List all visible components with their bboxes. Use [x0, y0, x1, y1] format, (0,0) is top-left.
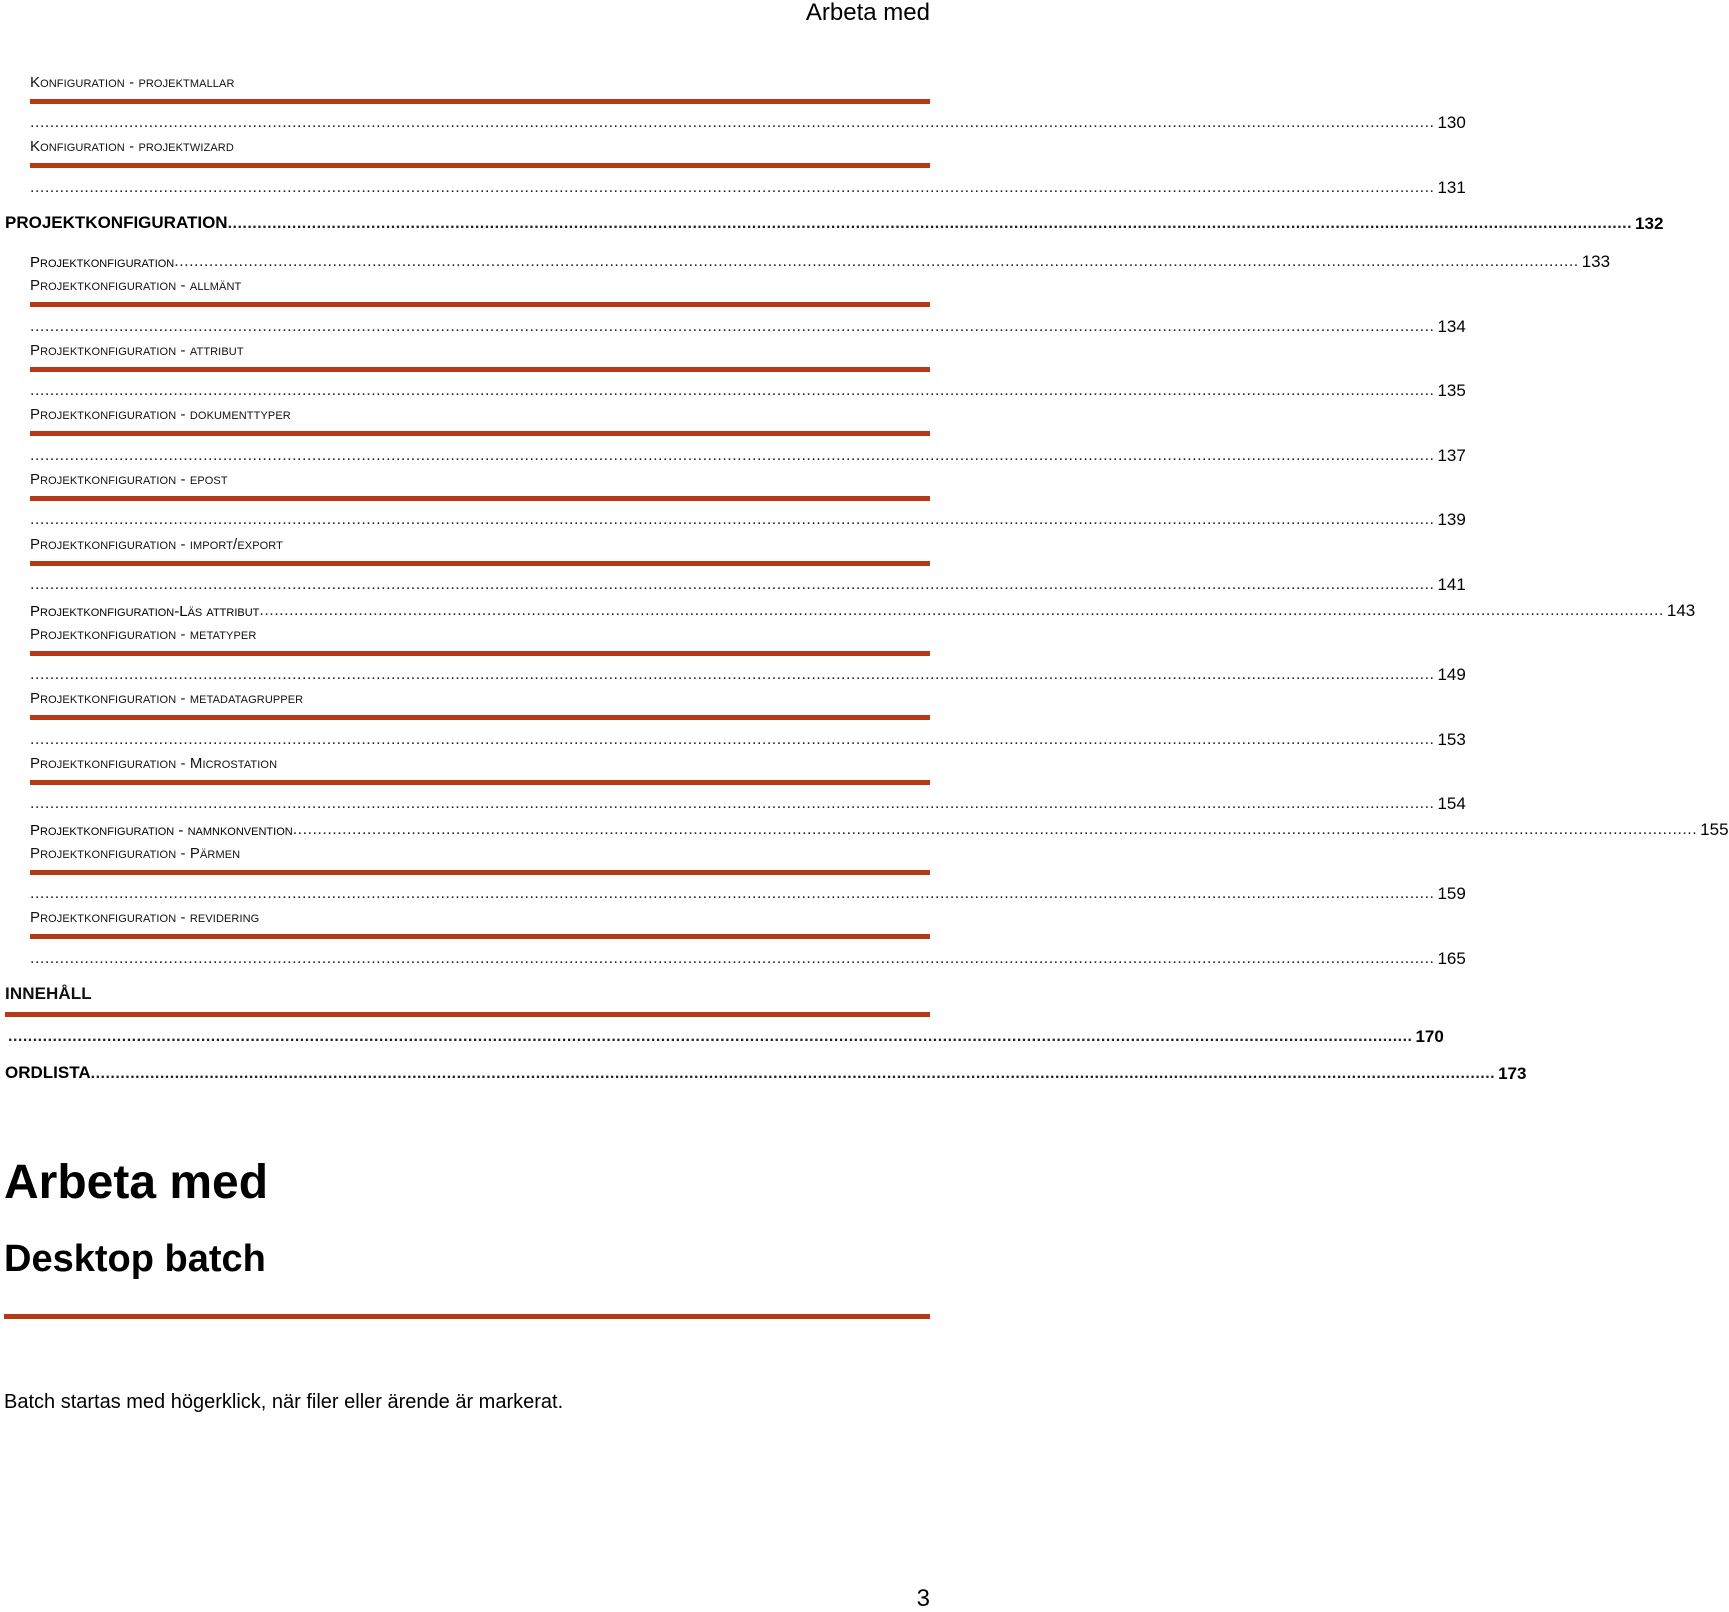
heading-divider: [4, 1314, 930, 1319]
toc-entry-line[interactable]: [30, 600, 1696, 620]
toc-leader: ............................................................................................................................................................................................................................................................................................: [8, 1028, 1413, 1045]
toc-leader: ............................................................................................................................................................................................................................................................................................: [30, 114, 1435, 131]
toc-page-number: 159: [1437, 884, 1466, 903]
toc-entry-label: Projektkonfiguration - namnkonvention: [30, 822, 293, 839]
toc-leader: ............................................................................................................................................................................................................................................................................................: [174, 253, 1579, 270]
toc-leader: ............................................................................................................................................................................................................................................................................................: [30, 576, 1435, 593]
toc-page-number: 153: [1437, 730, 1466, 749]
toc-page-number: 165: [1437, 949, 1466, 968]
toc-page-number: 143: [1666, 601, 1696, 620]
toc-entry-label[interactable]: Projektkonfiguration - metadatagrupper: [30, 690, 304, 707]
toc-entry-line[interactable]: [30, 509, 1466, 529]
toc-page-number: 137: [1437, 446, 1466, 465]
toc-divider: [30, 780, 930, 785]
toc-divider: [30, 651, 930, 656]
toc-entry-line[interactable]: [30, 445, 1466, 465]
toc-entry-label[interactable]: Konfiguration - projektwizard: [30, 138, 234, 155]
toc-entry-label: Projektkonfiguration: [30, 254, 175, 271]
toc-page-number: 173: [1498, 1064, 1527, 1083]
toc-divider: [5, 1012, 930, 1017]
toc-entry-line[interactable]: [30, 112, 1466, 132]
toc-entry-label[interactable]: Projektkonfiguration - attribut: [30, 342, 244, 359]
toc-leader: ............................................................................................................................................................................................................................................................................................: [227, 215, 1633, 232]
page-number: 3: [916, 1585, 930, 1612]
toc-entry-label[interactable]: Projektkonfiguration - Microstation: [30, 755, 278, 772]
body-paragraph: Batch startas med högerklick, när filer eller ärende är markerat.: [4, 1391, 564, 1413]
toc-page-number: 131: [1437, 178, 1466, 197]
toc-leader: ............................................................................................................................................................................................................................................................................................: [90, 1065, 1496, 1082]
toc-entry-label[interactable]: Projektkonfiguration - allmänt: [30, 277, 242, 294]
toc-divider: [30, 302, 930, 307]
toc-leader: ............................................................................................................................................................................................................................................................................................: [292, 821, 1698, 838]
toc-leader: ............................................................................................................................................................................................................................................................................................: [30, 666, 1435, 683]
toc-divider: [30, 715, 930, 720]
toc-entry-label[interactable]: Projektkonfiguration - Pärmen: [30, 845, 241, 862]
toc-leader: ............................................................................................................................................................................................................................................................................................: [30, 447, 1435, 464]
toc-leader: ............................................................................................................................................................................................................................................................................................: [259, 602, 1664, 619]
toc-page-number: 135: [1437, 381, 1466, 400]
toc-page-number: 155: [1700, 820, 1729, 839]
subsection-heading: Desktop batch: [4, 1238, 266, 1280]
toc-page-number: 130: [1437, 113, 1466, 132]
running-header: Arbeta med: [805, 0, 930, 26]
toc-entry-line[interactable]: [30, 574, 1466, 594]
toc-leader: ............................................................................................................................................................................................................................................................................................: [30, 950, 1435, 967]
toc-entry-line[interactable]: [30, 380, 1466, 400]
toc-entry-label[interactable]: Projektkonfiguration - revidering: [30, 909, 260, 926]
toc-page-number: 154: [1437, 794, 1466, 813]
toc-entry-line[interactable]: [5, 1063, 1527, 1083]
section-heading: Arbeta med: [4, 1156, 269, 1209]
toc-divider: [30, 561, 930, 566]
toc-entry-line[interactable]: [30, 251, 1611, 271]
toc-page-number: 134: [1437, 317, 1466, 336]
toc-page-number: 139: [1437, 510, 1466, 529]
toc-entry-line[interactable]: [30, 729, 1466, 749]
toc-entry-line[interactable]: [30, 664, 1466, 684]
toc-entry-line[interactable]: [30, 819, 1729, 839]
toc-entry-line[interactable]: [30, 793, 1466, 813]
toc-page-number: 133: [1581, 252, 1611, 271]
toc-leader: ............................................................................................................................................................................................................................................................................................: [30, 318, 1435, 335]
toc-leader: ............................................................................................................................................................................................................................................................................................: [30, 885, 1435, 902]
toc-entry-label[interactable]: Konfiguration - projektmallar: [30, 74, 235, 91]
toc-divider: [30, 367, 930, 372]
toc-entry-line[interactable]: [30, 883, 1466, 903]
toc-leader: ............................................................................................................................................................................................................................................................................................: [30, 511, 1435, 528]
toc-entry-label: PROJEKTKONFIGURATION: [5, 213, 228, 232]
toc-leader: ............................................................................................................................................................................................................................................................................................: [30, 179, 1435, 196]
toc-entry-label[interactable]: Projektkonfiguration - dokumenttyper: [30, 406, 291, 423]
toc-divider: [30, 99, 930, 104]
toc-entry-label[interactable]: Projektkonfiguration - metatyper: [30, 626, 257, 643]
toc-entry-line[interactable]: [30, 948, 1466, 968]
toc-page-number: 149: [1437, 665, 1466, 684]
toc-divider: [30, 870, 930, 875]
toc-divider: [30, 431, 930, 436]
toc-divider: [30, 934, 930, 939]
toc-entry-label[interactable]: Projektkonfiguration - epost: [30, 471, 228, 488]
toc-entry-label[interactable]: Projektkonfiguration - import/export: [30, 536, 283, 553]
toc-leader: ............................................................................................................................................................................................................................................................................................: [30, 382, 1435, 399]
toc-page-number: 132: [1635, 214, 1664, 233]
toc-entry-line[interactable]: [5, 213, 1664, 233]
toc-entry-line[interactable]: [30, 177, 1466, 197]
toc-leader: ............................................................................................................................................................................................................................................................................................: [30, 795, 1435, 812]
toc-leader: ............................................................................................................................................................................................................................................................................................: [30, 731, 1435, 748]
toc-entry-label: Projektkonfiguration-Läs attribut: [30, 603, 260, 620]
toc-divider: [30, 496, 930, 501]
toc-entry-line[interactable]: [30, 316, 1466, 336]
toc-entry-label: ORDLISTA: [5, 1063, 91, 1082]
toc-page-number: 170: [1415, 1027, 1444, 1046]
toc-divider: [30, 163, 930, 168]
toc-entry-label[interactable]: INNEHÅLL: [5, 984, 92, 1003]
toc-page-number: 141: [1437, 575, 1466, 594]
toc-entry-line[interactable]: [8, 1026, 1444, 1046]
